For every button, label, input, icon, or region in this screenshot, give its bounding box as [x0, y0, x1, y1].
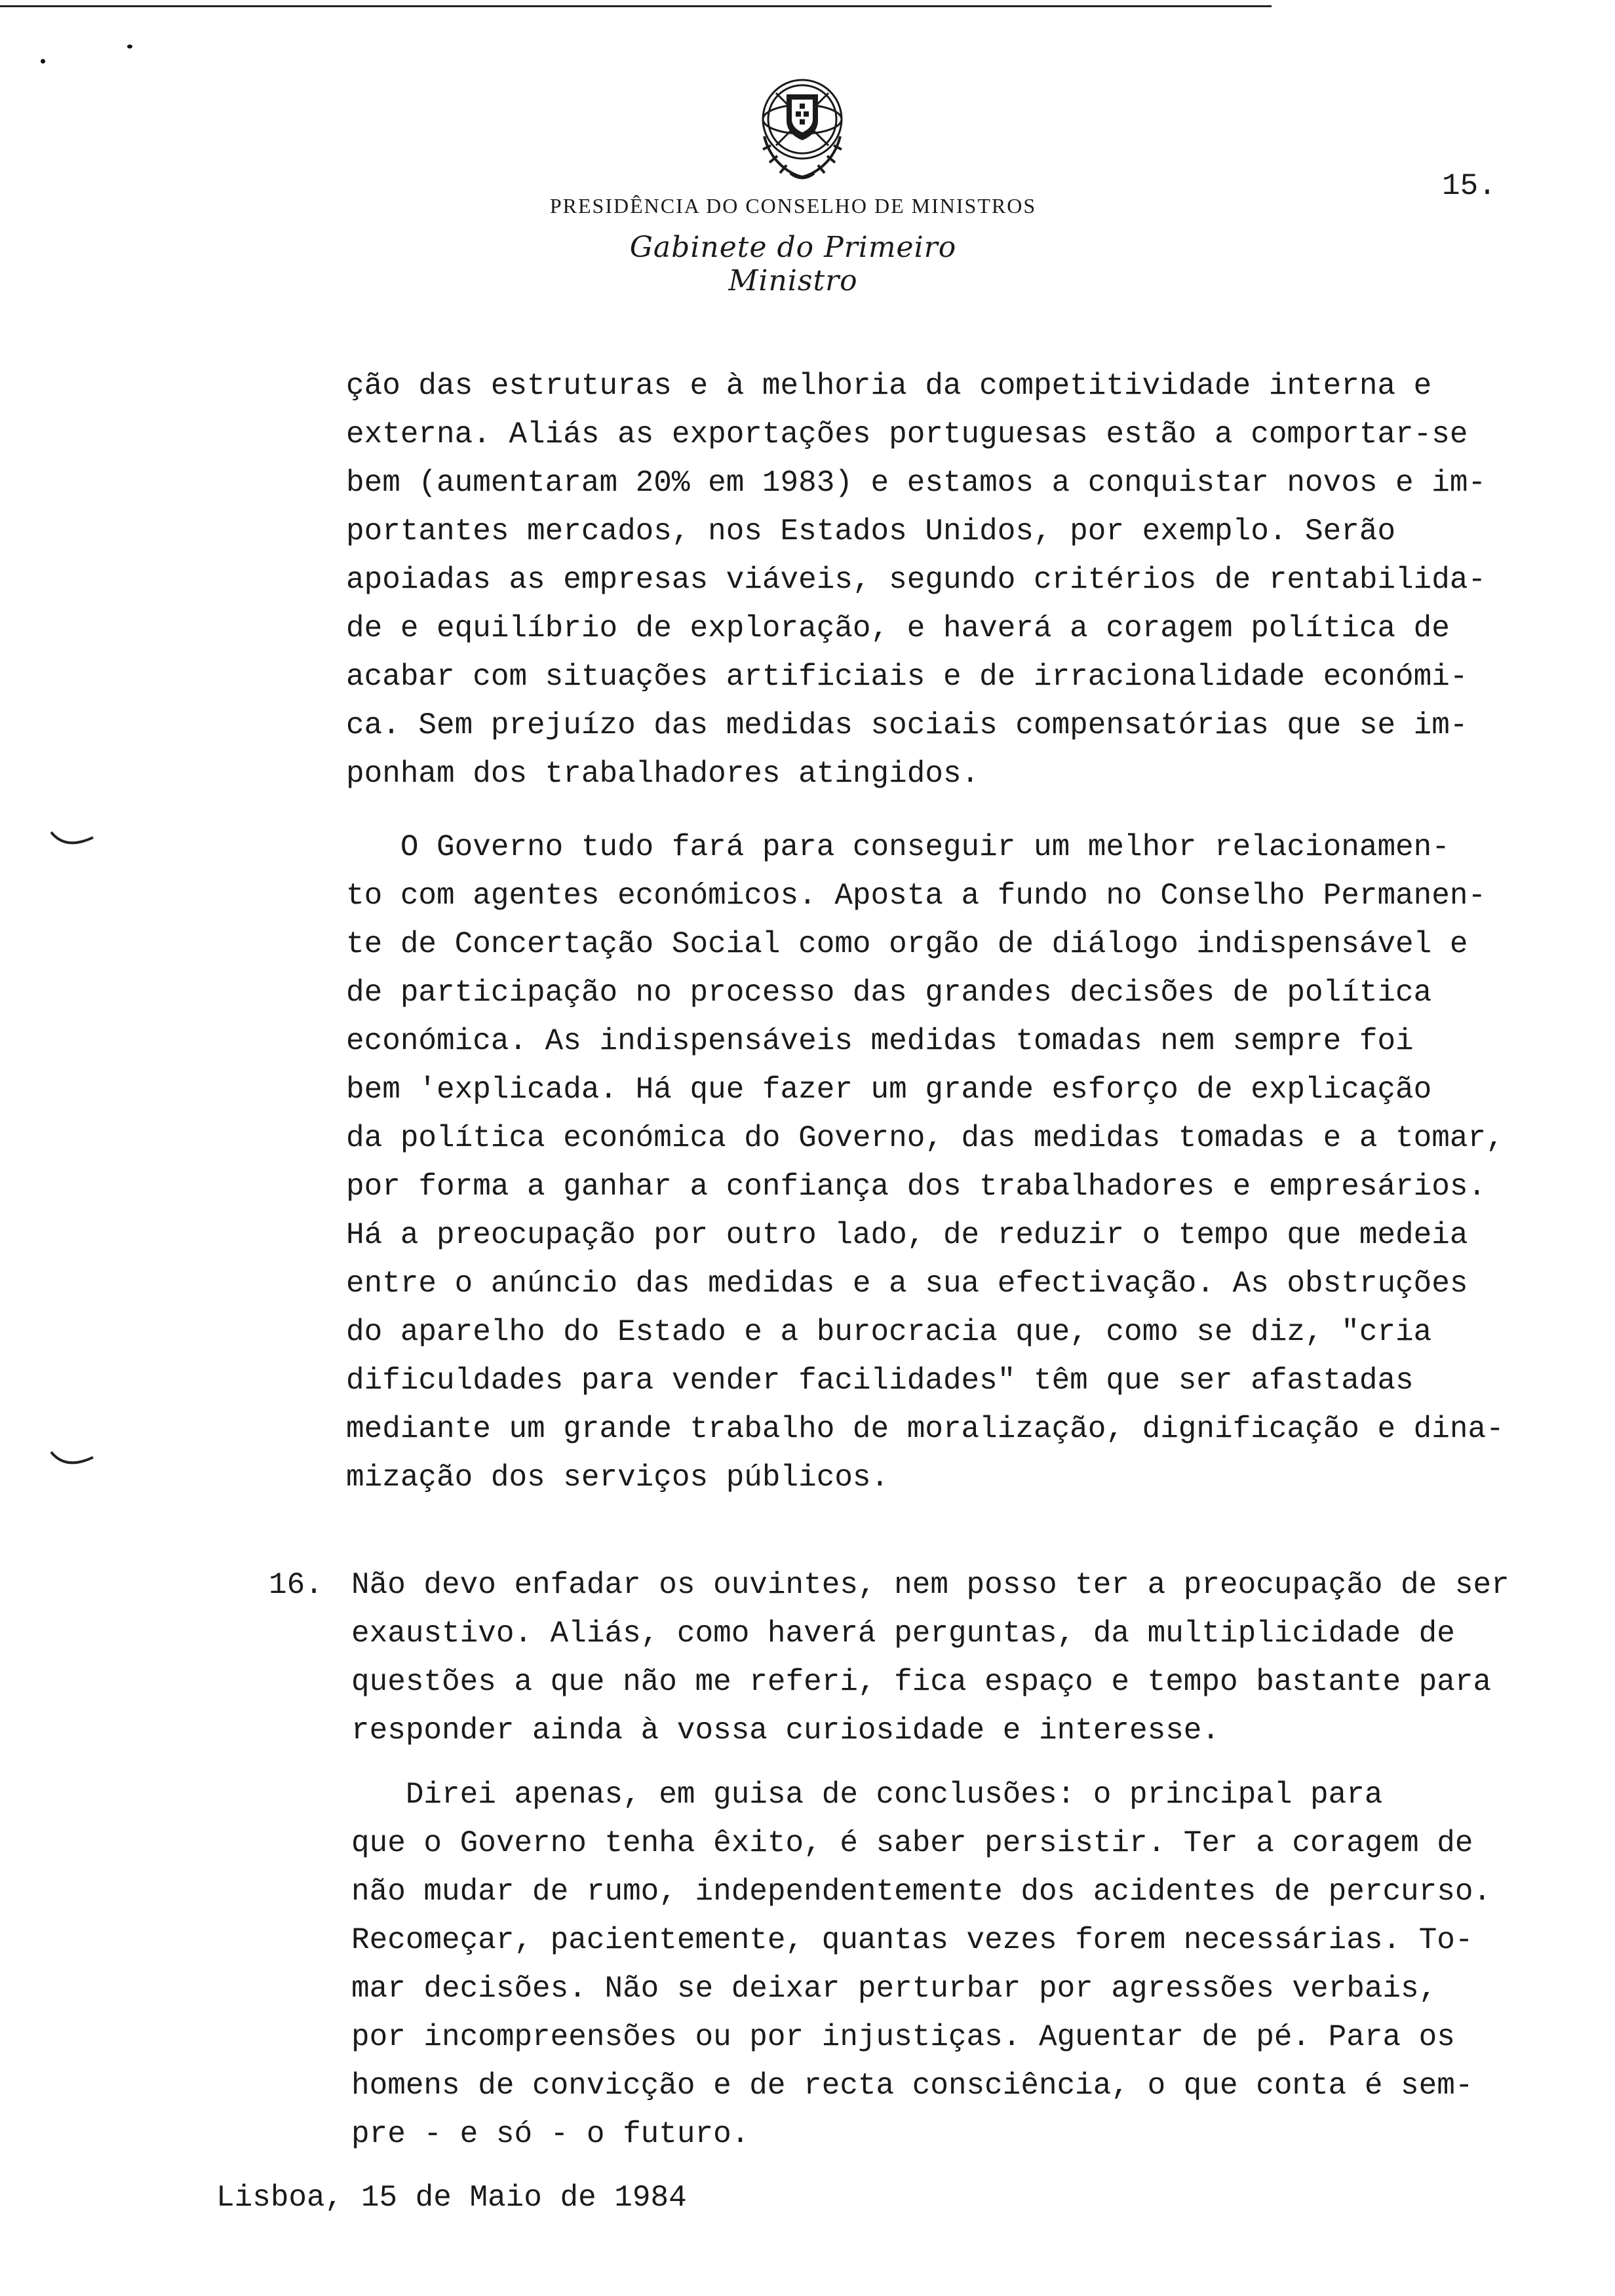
- text-line: entre o anúncio das medidas e a sua efectivação. As obstruções: [346, 1267, 1468, 1301]
- text-line: que o Governo tenha êxito, é saber persistir. Ter a coragem de: [351, 1826, 1473, 1860]
- text-line: questões a que não me referi, fica espaço e tempo bastante para: [351, 1665, 1492, 1699]
- cabinet-subtitle: Gabinete do Primeiro Ministro: [629, 231, 957, 297]
- text-line: Não devo enfadar os ouvintes, nem posso ter a preocupação de ser: [351, 1568, 1509, 1602]
- paragraph-government-relations: [346, 823, 1615, 1502]
- text-line: Direi apenas, em guisa de conclusões: o principal para: [351, 1778, 1383, 1812]
- scan-speck: [127, 45, 132, 48]
- margin-tick-mark: [50, 1448, 94, 1472]
- page-number: 15.: [1442, 169, 1496, 203]
- text-line: por forma a ganhar a confiança dos trabalhadores e empresários.: [346, 1170, 1487, 1204]
- text-line: mar decisões. Não se deixar perturbar por agressões verbais,: [351, 1972, 1437, 2006]
- margin-tick-mark: [50, 828, 94, 852]
- text-line: acabar com situações artificiais e de irracionalidade económi-: [346, 660, 1468, 694]
- top-rule: [0, 5, 1272, 7]
- text-line: responder ainda à vossa curiosidade e interesse.: [351, 1713, 1220, 1748]
- coat-of-arms-seal: [745, 64, 860, 185]
- text-line: por incompreensões ou por injustiças. Aguentar de pé. Para os: [351, 2020, 1455, 2054]
- text-line: económica. As indispensáveis medidas tomadas nem sempre foi: [346, 1024, 1414, 1058]
- text-line: bem (aumentaram 20% em 1983) e estamos a conquistar novos e im-: [346, 466, 1487, 500]
- text-line: do aparelho do Estado e a burocracia que, como se diz, "cria: [346, 1315, 1432, 1349]
- text-line: mização dos serviços públicos.: [346, 1461, 889, 1495]
- text-line: externa. Aliás as exportações portuguesas estão a comportar-se: [346, 417, 1468, 451]
- office-title: PRESIDÊNCIA DO CONSELHO DE MINISTROS: [549, 194, 1037, 218]
- place-and-date: Lisboa, 15 de Maio de 1984: [216, 2181, 687, 2215]
- text-line: pre - e só - o futuro.: [351, 2117, 750, 2151]
- text-line: dificuldades para vender facilidades" têm que ser afastadas: [346, 1364, 1414, 1398]
- text-line: homens de convicção e de recta consciência, o que conta é sem-: [351, 2069, 1473, 2103]
- text-line: não mudar de rumo, independentemente dos acidentes de percurso.: [351, 1875, 1492, 1909]
- paragraph-conclusions: [351, 1770, 1615, 2158]
- text-line: Recomeçar, pacientemente, quantas vezes forem necessárias. To-: [351, 1923, 1473, 1957]
- text-line: Há a preocupação por outro lado, de reduzir o tempo que medeia: [346, 1218, 1468, 1252]
- paragraph-continuation: [346, 362, 1615, 798]
- text-line: exaustivo. Aliás, como haverá perguntas, da multiplicidade de: [351, 1617, 1455, 1651]
- text-line: ção das estruturas e à melhoria da competitividade interna e: [346, 369, 1432, 403]
- text-line: da política económica do Governo, das medidas tomadas e a tomar,: [346, 1121, 1504, 1155]
- paragraph-section-16: [351, 1561, 1615, 1755]
- text-line: mediante um grande trabalho de moralização, dignificação e dina-: [346, 1412, 1504, 1446]
- text-line: ca. Sem prejuízo das medidas sociais compensatórias que se im-: [346, 708, 1468, 742]
- text-line: to com agentes económicos. Aposta a fundo no Conselho Permanen-: [346, 879, 1487, 913]
- section-number: 16.: [269, 1568, 323, 1602]
- text-line: O Governo tudo fará para conseguir um melhor relacionamen-: [346, 830, 1450, 864]
- text-line: bem 'explicada. Há que fazer um grande esforço de explicação: [346, 1073, 1432, 1107]
- scan-speck: [41, 59, 45, 64]
- text-line: de participação no processo das grandes decisões de política: [346, 976, 1432, 1010]
- text-line: portantes mercados, nos Estados Unidos, por exemplo. Serão: [346, 514, 1396, 548]
- text-line: ponham dos trabalhadores atingidos.: [346, 757, 980, 791]
- text-line: apoiadas as empresas viáveis, segundo critérios de rentabilida-: [346, 563, 1487, 597]
- text-line: de e equilíbrio de exploração, e haverá a coragem política de: [346, 611, 1450, 645]
- text-line: te de Concertação Social como orgão de diálogo indispensável e: [346, 927, 1468, 961]
